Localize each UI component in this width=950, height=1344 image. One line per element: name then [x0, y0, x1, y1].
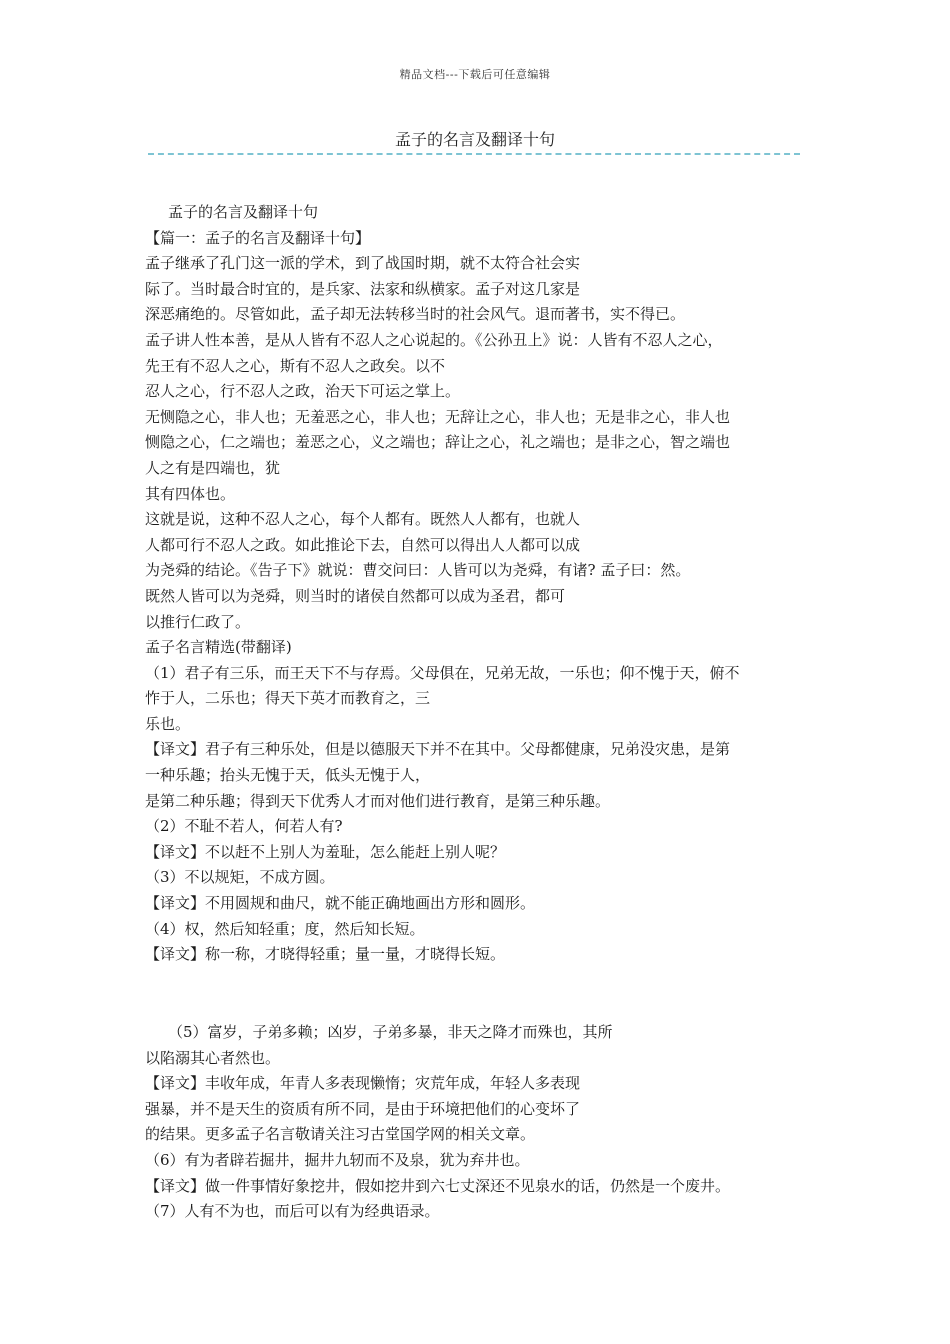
text-line: 其有四体也。	[145, 484, 236, 503]
text-line: 这就是说，这种不忍人之心，每个人都有。既然人人都有，也就人	[145, 510, 581, 529]
text-line: 孟子讲人性本善，是从人皆有不忍人之心说起的。《公孙丑上》说：人皆有不忍人之心，	[145, 330, 723, 349]
text-line: 际了。当时最合时宜的，是兵家、法家和纵横家。孟子对这几家是	[145, 279, 581, 298]
text-line: 孟子名言精选(带翻译)	[145, 638, 292, 657]
text-line: 乐也。	[145, 714, 191, 733]
text-line: 【译文】丰收年成，年青人多表现懒惰；灾荒年成，年轻人多表现	[145, 1074, 581, 1093]
text-line: 既然人皆可以为尧舜，则当时的诸侯自然都可以成为圣君，都可	[145, 586, 566, 605]
text-line: 人都可行不忍人之政。如此推论下去，自然可以得出人人都可以成	[145, 535, 581, 554]
text-line: 孟子继承了孔门这一派的学术，到了战国时期，就不太符合社会实	[145, 254, 581, 273]
text-line: 一种乐趣；抬头无愧于天，低头无愧于人，	[145, 766, 431, 785]
text-line: 人之有是四端也，犹	[145, 458, 281, 477]
text-line: 的结果。更多孟子名言敬请关注习古堂国学网的相关文章。	[145, 1125, 536, 1144]
body-text-section-2	[145, 1020, 815, 1225]
text-line: （7）人有不为也，而后可以有为经典语录。	[145, 1202, 440, 1221]
text-line: 以推行仁政了。	[145, 612, 251, 631]
text-line: （6）有为者辟若掘井，掘井九轫而不及泉，犹为弃井也。	[145, 1150, 530, 1169]
text-line: 怍于人，二乐也；得天下英才而教育之，三	[145, 689, 431, 708]
text-line: 【译文】不用圆规和曲尺，就不能正确地画出方形和圆形。	[145, 894, 536, 913]
text-line: （2）不耻不若人，何若人有?	[145, 817, 343, 836]
text-line: （5）富岁，子弟多赖；凶岁，子弟多暴，非天之降才而殊也，其所	[168, 1023, 613, 1041]
text-line: 深恶痛绝的。尽管如此，孟子却无法转移当时的社会风气。退而著书，实不得已。	[145, 305, 686, 324]
body-text-section-1	[145, 200, 815, 968]
text-line: 强暴，并不是天生的资质有所不同，是由于环境把他们的心变坏了	[145, 1099, 581, 1118]
title-divider	[148, 153, 800, 155]
document-title: 孟子的名言及翻译十句	[394, 130, 555, 149]
text-line: 是第二种乐趣；得到天下优秀人才而对他们进行教育，是第三种乐趣。	[145, 791, 611, 810]
text-line: 为尧舜的结论。《告子下》就说：曹交问曰：人皆可以为尧舜，有诸? 孟子曰：然。	[145, 561, 691, 580]
text-line: 【译文】君子有三种乐处，但是以德服天下并不在其中。父母都健康，兄弟没灾患，是第	[145, 740, 731, 759]
text-line: 【篇一：孟子的名言及翻译十句】	[145, 228, 371, 247]
text-line: （3）不以规矩，不成方圆。	[145, 868, 335, 887]
text-line: 忍人之心，行不忍人之政，治天下可运之掌上。	[145, 382, 461, 401]
text-line: 恻隐之心，仁之端也；羞恶之心，义之端也；辞让之心，礼之端也；是非之心，智之端也	[145, 433, 731, 452]
text-line: 【译文】称一称，才晓得轻重；量一量，才晓得长短。	[145, 945, 506, 964]
text-line: （4）权，然后知轻重；度，然后知长短。	[145, 919, 425, 938]
text-line: 无恻隐之心，非人也；无羞恶之心，非人也；无辞让之心，非人也；无是非之心，非人也	[145, 407, 731, 426]
text-line: 【译文】做一件事情好象挖井，假如挖井到六七丈深还不见泉水的话，仍然是一个废井。	[145, 1176, 731, 1195]
text-line: （1）君子有三乐，而王天下不与存焉。父母俱在，兄弟无故，一乐也；仰不愧于天，俯不	[145, 663, 740, 682]
text-line: 先王有不忍人之心，斯有不忍人之政矣。以不	[145, 356, 446, 375]
text-line: 以陷溺其心者然也。	[145, 1048, 281, 1067]
text-line: 孟子的名言及翻译十句	[168, 203, 319, 221]
text-line: 【译文】不以赶不上别人为羞耻，怎么能赶上别人呢？	[145, 842, 506, 861]
page-header-note: 精品文档---下载后可任意编辑	[399, 68, 551, 81]
